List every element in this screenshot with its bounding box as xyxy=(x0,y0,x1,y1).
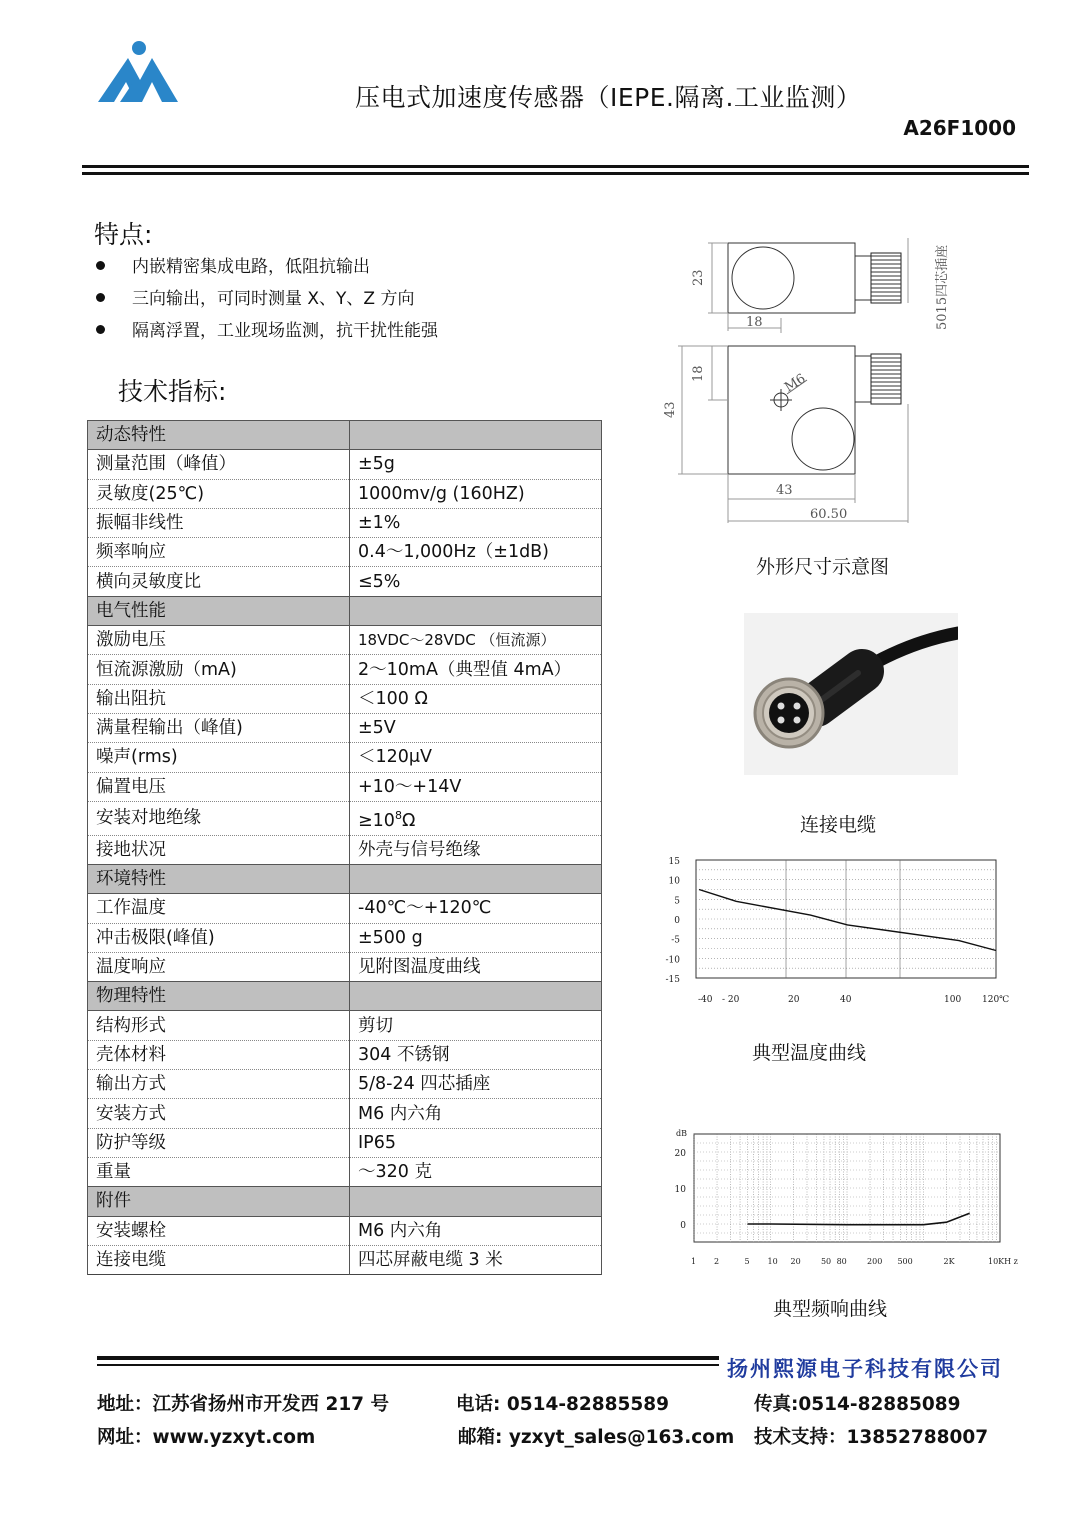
spec-value: 18VDC～28VDC （恒流源） xyxy=(350,626,602,655)
spec-value: ±5g xyxy=(350,450,602,479)
spec-section-row xyxy=(88,421,602,450)
spec-label: 接地状况 xyxy=(88,835,350,864)
frequency-chart xyxy=(660,1124,1030,1272)
spec-label: 电气性能 xyxy=(88,596,350,625)
spec-value: 304 不锈钢 xyxy=(350,1040,602,1069)
spec-row xyxy=(88,1011,602,1040)
spec-value: ±5V xyxy=(350,713,602,742)
spec-value: ≤5% xyxy=(350,567,602,596)
x-tick-label: 80 xyxy=(836,1257,847,1266)
spec-row xyxy=(88,684,602,713)
header-rule xyxy=(82,172,1029,175)
spec-label: 附件 xyxy=(88,1187,350,1216)
cable-caption: 连接电缆 xyxy=(800,814,877,836)
spec-row xyxy=(88,1099,602,1128)
bullet-icon xyxy=(96,293,105,302)
bullet-icon xyxy=(96,261,105,270)
spec-value: 2～10mA（典型值 4mA） xyxy=(350,655,602,684)
frequency-caption: 典型频响曲线 xyxy=(773,1298,888,1320)
thread-label: M6 xyxy=(782,371,809,396)
spec-value: M6 内六角 xyxy=(350,1099,602,1128)
outline-drawing xyxy=(660,218,960,530)
y-tick-label: 10 xyxy=(668,876,680,887)
spec-label: 测量范围（峰值） xyxy=(88,450,350,479)
dim-43-bottom: 43 xyxy=(776,483,793,498)
spec-row xyxy=(88,508,602,537)
spec-label: 输出阻抗 xyxy=(88,684,350,713)
x-tick-label: - 20 xyxy=(722,995,740,1005)
spec-value: +10～+14V xyxy=(350,772,602,801)
spec-value: ～320 克 xyxy=(350,1157,602,1186)
x-tick-label: 100 xyxy=(944,995,962,1005)
spec-value: 0.4～1,000Hz（±1dB) xyxy=(350,538,602,567)
spec-value: 四芯屏蔽电缆 3 米 xyxy=(350,1245,602,1274)
spec-label: 安装方式 xyxy=(88,1099,350,1128)
spec-label: 安装螺栓 xyxy=(88,1216,350,1245)
spec-row xyxy=(88,1070,602,1099)
x-tick-label: 5 xyxy=(744,1257,750,1266)
spec-row xyxy=(88,923,602,952)
spec-value: -40℃～+120℃ xyxy=(350,894,602,923)
spec-row xyxy=(88,567,602,596)
x-tick-label: 2 xyxy=(714,1257,720,1266)
feature-item: 内嵌精密集成电路，低阻抗输出 xyxy=(96,253,438,285)
temperature-curve xyxy=(699,890,996,951)
company-logo xyxy=(96,40,180,104)
spec-label: 防护等级 xyxy=(88,1128,350,1157)
y-tick-label: -5 xyxy=(671,935,680,946)
spec-label: 偏置电压 xyxy=(88,772,350,801)
spec-value: 1000mv/g (160HZ) xyxy=(350,479,602,508)
spec-value xyxy=(350,421,602,450)
spec-row xyxy=(88,894,602,923)
spec-label: 重量 xyxy=(88,1157,350,1186)
spec-label: 恒流源激励（mA) xyxy=(88,655,350,684)
spec-row xyxy=(88,772,602,801)
x-tick-label: 10 xyxy=(767,1257,778,1266)
spec-label: 振幅非线性 xyxy=(88,508,350,537)
features-heading: 特点: xyxy=(94,220,153,249)
cable-photo xyxy=(744,613,958,775)
spec-value xyxy=(350,596,602,625)
bullet-icon xyxy=(96,325,105,334)
spec-label: 结构形式 xyxy=(88,1011,350,1040)
spec-table xyxy=(87,420,602,1275)
spec-label: 工作温度 xyxy=(88,894,350,923)
spec-row xyxy=(88,952,602,981)
spec-label: 动态特性 xyxy=(88,421,350,450)
spec-value: ±500 g xyxy=(350,923,602,952)
footer-fax: 传真:0514-82885089 xyxy=(754,1394,961,1415)
x-tick-label: 20 xyxy=(788,995,800,1005)
y-tick-label: -15 xyxy=(665,975,680,985)
y-tick-label: 15 xyxy=(668,857,680,867)
footer-phone: 电话: 0514-82885589 xyxy=(456,1394,669,1415)
x-tick-label: 120℃ xyxy=(982,995,1010,1005)
dim-23: 23 xyxy=(691,269,706,286)
spec-row xyxy=(88,743,602,772)
dim-18-side: 18 xyxy=(691,365,706,382)
x-tick-label: 40 xyxy=(840,995,852,1005)
footer-address: 地址：江苏省扬州市开发西 217 号 xyxy=(97,1394,389,1415)
spec-row xyxy=(88,1216,602,1245)
spec-value: IP65 xyxy=(350,1128,602,1157)
model-number: A26F1000 xyxy=(903,116,1016,140)
spec-row xyxy=(88,450,602,479)
spec-label: 输出方式 xyxy=(88,1070,350,1099)
x-tick-label: 10KH z xyxy=(988,1257,1018,1266)
spec-label: 环境特性 xyxy=(88,864,350,893)
feature-item: 三向输出，可同时测量 X、Y、Z 方向 xyxy=(96,285,438,317)
spec-row xyxy=(88,479,602,508)
x-tick-label: 1 xyxy=(691,1257,697,1266)
feature-item: 隔离浮置，工业现场监测，抗干扰性能强 xyxy=(96,317,438,349)
spec-row xyxy=(88,1040,602,1069)
header-rule xyxy=(82,165,1029,168)
frequency-curve xyxy=(748,1213,970,1225)
dim-18-top: 18 xyxy=(746,315,763,330)
spec-label: 激励电压 xyxy=(88,626,350,655)
spec-value xyxy=(350,982,602,1011)
spec-value: $\ge 10^8\Omega$ xyxy=(350,801,602,835)
spec-value: ＜100 Ω xyxy=(350,684,602,713)
spec-label: 频率响应 xyxy=(88,538,350,567)
spec-row xyxy=(88,835,602,864)
footer-website[interactable]: 网址：www.yzxyt.com xyxy=(97,1427,316,1448)
y-tick-label: 0 xyxy=(674,916,680,926)
spec-row xyxy=(88,713,602,742)
spec-value: 见附图温度曲线 xyxy=(350,952,602,981)
dim-6050: 60.50 xyxy=(810,507,848,522)
y-tick-label: 5 xyxy=(674,896,680,907)
spec-row xyxy=(88,626,602,655)
spec-label: 满量程输出（峰值) xyxy=(88,713,350,742)
spec-label: 连接电缆 xyxy=(88,1245,350,1274)
x-tick-label: 20 xyxy=(790,1257,801,1266)
spec-value xyxy=(350,864,602,893)
y-tick-label: 20 xyxy=(674,1149,686,1159)
x-tick-label: 200 xyxy=(867,1257,883,1266)
spec-label: 壳体材料 xyxy=(88,1040,350,1069)
spec-label: 横向灵敏度比 xyxy=(88,567,350,596)
spec-section-row xyxy=(88,1187,602,1216)
spec-label: 安装对地绝缘 xyxy=(88,801,350,835)
spec-section-row xyxy=(88,596,602,625)
spec-value: ＜120μV xyxy=(350,743,602,772)
spec-label: 灵敏度(25℃) xyxy=(88,479,350,508)
temperature-chart xyxy=(660,852,1020,1012)
spec-value xyxy=(350,1187,602,1216)
spec-row xyxy=(88,1128,602,1157)
spec-value: ±1% xyxy=(350,508,602,537)
y-tick-label: 0 xyxy=(680,1221,686,1231)
x-tick-label: 500 xyxy=(897,1257,913,1266)
spec-row xyxy=(88,801,602,835)
footer-rule xyxy=(97,1364,719,1366)
spec-section-row xyxy=(88,982,602,1011)
spec-label: 冲击极限(峰值) xyxy=(88,923,350,952)
spec-value: 剪切 xyxy=(350,1011,602,1040)
document-title: 压电式加速度传感器（IEPE.隔离.工业监测） xyxy=(355,83,862,112)
spec-row xyxy=(88,655,602,684)
spec-label: 温度响应 xyxy=(88,952,350,981)
spec-section-row xyxy=(88,864,602,893)
x-tick-label: 2K xyxy=(943,1257,955,1266)
temperature-caption: 典型温度曲线 xyxy=(752,1042,867,1064)
spec-value: 外壳与信号绝缘 xyxy=(350,835,602,864)
y-tick-label: 10 xyxy=(674,1185,686,1195)
company-name: 扬州熙源电子科技有限公司 xyxy=(727,1357,1003,1381)
spec-label: 噪声(rms) xyxy=(88,743,350,772)
spec-value: M6 内六角 xyxy=(350,1216,602,1245)
spec-label: 物理特性 xyxy=(88,982,350,1011)
spec-row xyxy=(88,1245,602,1274)
footer-email[interactable]: 邮箱: yzxyt_sales@163.com xyxy=(458,1427,735,1448)
dim-43-side: 43 xyxy=(663,401,678,418)
footer-rule xyxy=(97,1356,719,1360)
spec-value: 5/8-24 四芯插座 xyxy=(350,1070,602,1099)
connector-label: 5015四芯插座 xyxy=(935,244,950,330)
features-list xyxy=(96,253,438,349)
spec-row xyxy=(88,538,602,567)
x-tick-label: -40 xyxy=(698,995,713,1005)
outline-caption: 外形尺寸示意图 xyxy=(756,556,890,578)
specs-heading: 技术指标: xyxy=(118,377,227,406)
y-tick-label: -10 xyxy=(665,955,680,966)
y-axis-label: dB xyxy=(676,1129,687,1138)
footer-support: 技术支持：13852788007 xyxy=(754,1427,989,1448)
spec-row xyxy=(88,1157,602,1186)
x-tick-label: 50 xyxy=(820,1257,832,1266)
